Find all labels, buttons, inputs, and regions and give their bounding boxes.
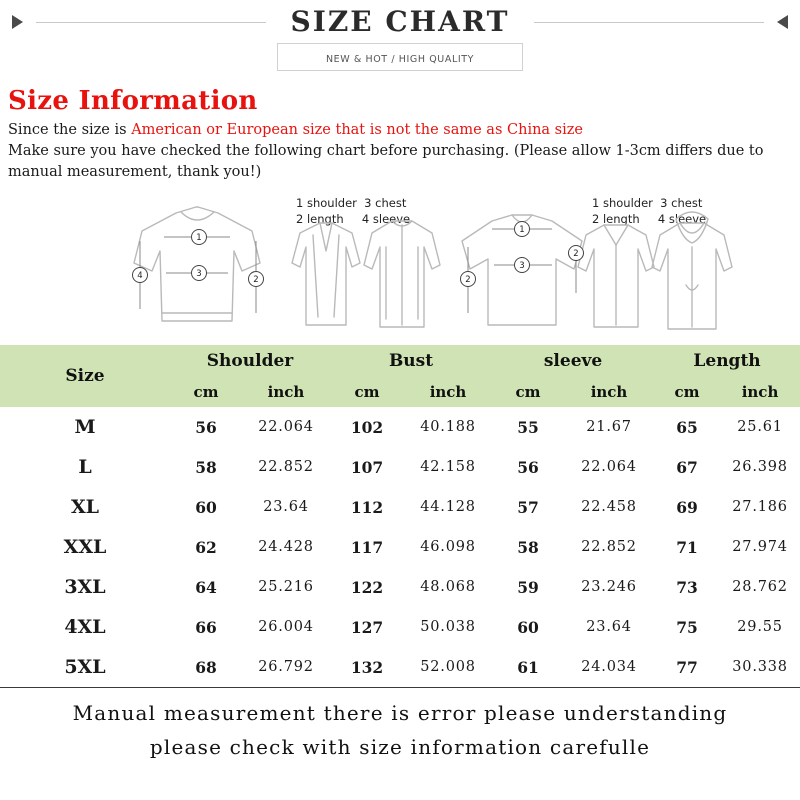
cell-size: XXL [63, 536, 107, 558]
cell-length-inch: 29.55 [737, 619, 783, 635]
cell-size: M [74, 416, 96, 438]
cell-bust-cm: 132 [330, 647, 404, 688]
header-bust-inch: inch [404, 377, 492, 407]
cell-sleeve-inch: 22.852 [581, 539, 637, 555]
header-length-cm: cm [654, 377, 720, 407]
cell-shoulder-cm: 58 [195, 457, 217, 477]
cell-size: 4XL [64, 616, 106, 638]
cell-sleeve-inch: 21.67 [586, 419, 632, 435]
header-subtitle-box [277, 43, 523, 71]
cell-bust-inch: 40.188 [420, 419, 476, 435]
cell-bust-inch: 42.158 [420, 459, 476, 475]
cell-shoulder-cm: 60 [195, 497, 217, 517]
cell-sleeve-inch: 22.064 [581, 459, 637, 475]
cell-length-cm: 65 [676, 417, 698, 437]
header-sleeve-inch: inch [564, 377, 654, 407]
size-information-line-2: Make sure you have checked the following chart before purchasing. (Please allow 1-3cm differs due to [8, 143, 764, 159]
cell-sleeve-cm: 55 [517, 417, 539, 437]
svg-text:2: 2 [573, 249, 579, 259]
cell-sleeve-cm: 58 [517, 537, 539, 557]
cell-shoulder-inch: 25.216 [258, 579, 314, 595]
size-information-block [0, 68, 800, 183]
cell-bust-inch: 50.038 [420, 619, 476, 635]
header-bust-cm: cm [330, 377, 404, 407]
header-shoulder-inch: inch [242, 377, 330, 407]
cell-length-inch: 30.338 [720, 647, 800, 688]
cell-bust-inch: 44.128 [420, 499, 476, 515]
table-row [0, 407, 800, 447]
cell-bust-inch: 52.008 [404, 647, 492, 688]
cell-length-cm: 71 [676, 537, 698, 557]
cell-sleeve-cm: 60 [517, 617, 539, 637]
shirt-diagram [578, 225, 654, 327]
illustration-svg [0, 189, 800, 341]
sweatshirt-diagram [134, 207, 260, 321]
cell-length-inch: 26.398 [732, 459, 788, 475]
svg-text:1: 1 [196, 233, 202, 243]
table-row [0, 527, 800, 567]
size-table-wrap [0, 345, 800, 688]
footer-line-1: Manual measurement there is error please understanding [72, 701, 728, 725]
cell-size: XL [70, 496, 100, 518]
hoodie-diagram [652, 212, 732, 329]
legend-group-2-line-2: 2 length 4 sleeve [592, 212, 707, 226]
cell-bust-cm: 127 [350, 617, 384, 637]
table-row [0, 487, 800, 527]
cell-length-cm: 75 [676, 617, 698, 637]
header-length: Length [654, 345, 800, 377]
cell-sleeve-cm: 56 [517, 457, 539, 477]
header-shoulder-cm: cm [170, 377, 242, 407]
cell-sleeve-inch: 24.034 [564, 647, 654, 688]
cell-sleeve-inch: 22.458 [581, 499, 637, 515]
legend-group-1-line-2: 2 length 4 sleeve [296, 212, 411, 226]
svg-text:3: 3 [196, 269, 202, 279]
cell-sleeve-cm: 59 [517, 577, 539, 597]
header-bust: Bust [330, 345, 492, 377]
triangle-left-icon [12, 15, 23, 29]
blazer-diagram [292, 223, 360, 325]
cell-shoulder-inch: 24.428 [258, 539, 314, 555]
cell-bust-cm: 112 [350, 497, 384, 517]
cell-shoulder-cm: 56 [195, 417, 217, 437]
table-row [0, 647, 800, 688]
cell-length-cm: 77 [654, 647, 720, 688]
legend-group-1-line-1: 1 shoulder 3 chest [296, 196, 407, 210]
header-sleeve-cm: cm [492, 377, 564, 407]
cell-shoulder-cm: 66 [195, 617, 217, 637]
cell-shoulder-inch: 26.004 [258, 619, 314, 635]
cell-shoulder-inch: 26.792 [242, 647, 330, 688]
cell-bust-inch: 46.098 [420, 539, 476, 555]
size-table [0, 345, 800, 688]
cell-shoulder-inch: 22.852 [258, 459, 314, 475]
size-info-line1-highlight: American or European size that is not the same as China size [131, 122, 583, 138]
cell-sleeve-inch: 23.64 [586, 619, 632, 635]
header-rule-left [36, 22, 266, 23]
header-rule-right [534, 22, 764, 23]
cell-length-cm: 69 [676, 497, 698, 517]
svg-text:4: 4 [137, 271, 143, 281]
cell-length-cm: 67 [676, 457, 698, 477]
header-shoulder: Shoulder [170, 345, 330, 377]
cell-shoulder-inch: 22.064 [258, 419, 314, 435]
cell-length-cm: 73 [676, 577, 698, 597]
header-subtitle: NEW & HOT / HIGH QUALITY [325, 54, 475, 65]
cell-sleeve-cm: 61 [492, 647, 564, 688]
size-information-heading: Size Information [8, 86, 258, 116]
cell-length-inch: 28.762 [732, 579, 788, 595]
cell-bust-cm: 122 [350, 577, 384, 597]
cell-shoulder-cm: 62 [195, 537, 217, 557]
cell-shoulder-cm: 64 [195, 577, 217, 597]
header-length-inch: inch [720, 377, 800, 407]
cell-length-inch: 27.186 [732, 499, 788, 515]
cell-bust-cm: 117 [350, 537, 384, 557]
cell-shoulder-cm: 68 [170, 647, 242, 688]
table-row [0, 447, 800, 487]
page-header [0, 0, 800, 68]
size-information-line-1 [8, 120, 792, 141]
cell-size: 3XL [64, 576, 106, 598]
footer-line-2: please check with size information carefulle [149, 735, 651, 759]
footer-note [0, 696, 800, 764]
size-information-line-3: manual measurement, thank you!) [8, 164, 262, 180]
table-header-measurements [0, 345, 800, 377]
svg-text:2: 2 [465, 275, 471, 285]
table-row [0, 567, 800, 607]
cell-size: L [78, 456, 92, 478]
cell-sleeve-cm: 57 [517, 497, 539, 517]
cell-length-inch: 27.974 [732, 539, 788, 555]
svg-text:3: 3 [519, 261, 525, 271]
table-row [0, 607, 800, 647]
header-sleeve: sleeve [492, 345, 654, 377]
svg-text:2: 2 [253, 275, 259, 285]
garment-illustrations [0, 189, 800, 341]
zip-jacket-diagram [364, 221, 440, 327]
legend-group-2-line-1: 1 shoulder 3 chest [592, 196, 703, 210]
triangle-right-icon [777, 15, 788, 29]
cell-bust-inch: 48.068 [420, 579, 476, 595]
page-title: SIZE CHART [290, 5, 510, 38]
cell-size: 5XL [0, 647, 170, 688]
header-size: Size [0, 345, 170, 407]
cell-length-inch: 25.61 [737, 419, 783, 435]
cell-shoulder-inch: 23.64 [263, 499, 309, 515]
svg-text:1: 1 [519, 225, 525, 235]
cell-bust-cm: 107 [350, 457, 384, 477]
cell-bust-cm: 102 [350, 417, 384, 437]
size-info-line1-prefix: Since the size is [8, 122, 132, 138]
cell-sleeve-inch: 23.246 [581, 579, 637, 595]
